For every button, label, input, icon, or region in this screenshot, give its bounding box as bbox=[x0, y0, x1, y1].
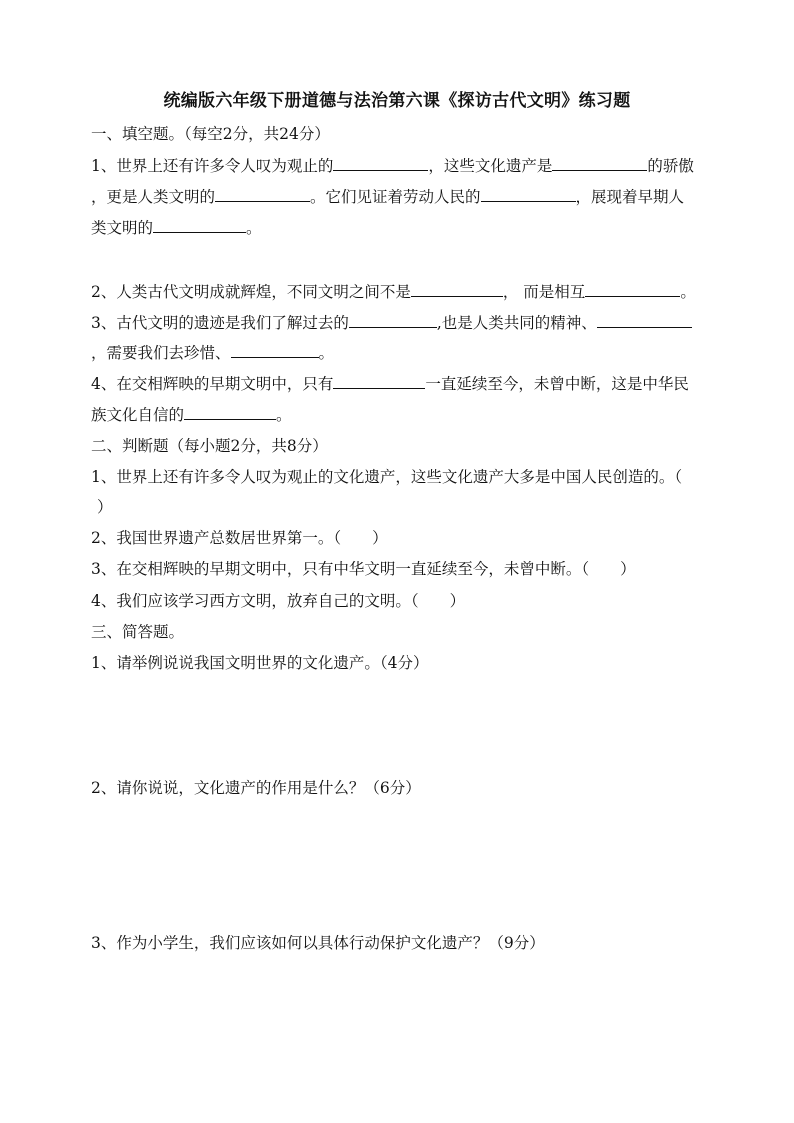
text-segment: ， 而是相互 bbox=[502, 283, 586, 301]
answer-blank[interactable] bbox=[585, 281, 680, 297]
text-segment: 类文明的 bbox=[91, 219, 154, 237]
fill-question-4-line-1 bbox=[91, 373, 711, 394]
fill-question-3-line-2 bbox=[91, 342, 711, 363]
short-answer-section-heading: 三、简答题。 bbox=[91, 623, 185, 641]
answer-blank[interactable] bbox=[411, 281, 503, 297]
answer-blank[interactable] bbox=[333, 155, 428, 171]
text-segment: ，需要我们去珍惜、 bbox=[91, 344, 231, 362]
judge-question-1-line-2: ） bbox=[97, 498, 113, 516]
fill-question-2 bbox=[91, 281, 711, 302]
fill-question-1-line-1 bbox=[91, 155, 711, 176]
answer-blank[interactable] bbox=[333, 373, 425, 389]
text-segment: ，这些文化遗产是 bbox=[428, 157, 553, 175]
text-segment: 的骄傲 bbox=[647, 157, 694, 175]
text-segment: 。它们见证着劳动人民的 bbox=[310, 188, 481, 206]
answer-blank[interactable] bbox=[153, 217, 246, 233]
text-segment: ，展现着早期人 bbox=[575, 188, 685, 206]
text-segment: 4、在交相辉映的早期文明中，只有 bbox=[91, 375, 334, 393]
text-segment: ,也是人类共同的精神、 bbox=[436, 314, 597, 332]
judge-question-2: 2、我国世界遗产总数居世界第一。（ ） bbox=[91, 529, 388, 547]
answer-blank[interactable] bbox=[349, 312, 437, 328]
answer-blank[interactable] bbox=[184, 404, 276, 420]
judge-section-heading: 二、判断题（每小题2分，共8分） bbox=[91, 437, 328, 455]
short-answer-question-1: 1、请举例说说我国文明世界的文化遗产。（4分） bbox=[91, 654, 429, 672]
fill-question-4-line-2 bbox=[91, 404, 711, 425]
page-title: 统编版六年级下册道德与法治第六课《探访古代文明》练习题 bbox=[163, 91, 631, 111]
judge-question-4: 4、我们应该学习西方文明，放弃自己的文明。（ ） bbox=[91, 592, 466, 610]
fill-question-1-line-3 bbox=[91, 217, 711, 238]
judge-question-1-line-1: 1、世界上还有许多令人叹为观止的文化遗产，这些文化遗产大多是中国人民创造的。（ bbox=[91, 468, 683, 486]
fill-question-3-line-1 bbox=[91, 312, 711, 333]
text-segment: 1、世界上还有许多令人叹为观止的 bbox=[91, 157, 334, 175]
short-answer-question-3: 3、作为小学生，我们应该如何以具体行动保护文化遗产？（9分） bbox=[91, 934, 545, 952]
text-segment: 族文化自信的 bbox=[91, 406, 185, 424]
text-segment: 。 bbox=[318, 344, 335, 362]
text-segment: 。 bbox=[276, 406, 292, 424]
answer-blank[interactable] bbox=[597, 312, 692, 328]
fill-question-1-line-2 bbox=[91, 186, 711, 207]
text-segment: 2、人类古代文明成就辉煌，不同文明之间不是 bbox=[91, 283, 411, 301]
text-segment: 。 bbox=[246, 219, 262, 237]
fill-section-heading: 一、填空题。（每空2分，共24分） bbox=[91, 125, 330, 143]
text-segment: 。 bbox=[680, 283, 696, 301]
answer-blank[interactable] bbox=[481, 186, 576, 202]
answer-blank[interactable] bbox=[231, 342, 319, 358]
text-segment: 一直延续至今，未曾中断，这是中华民 bbox=[425, 375, 689, 393]
judge-question-3: 3、在交相辉映的早期文明中，只有中华文明一直延续至今，未曾中断。（ ） bbox=[91, 560, 636, 578]
text-segment: ，更是人类文明的 bbox=[91, 188, 216, 206]
short-answer-question-2: 2、请你说说，文化遗产的作用是什么？（6分） bbox=[91, 779, 421, 797]
answer-blank[interactable] bbox=[552, 155, 647, 171]
text-segment: 3、古代文明的遗迹是我们了解过去的 bbox=[91, 314, 349, 332]
answer-blank[interactable] bbox=[215, 186, 310, 202]
